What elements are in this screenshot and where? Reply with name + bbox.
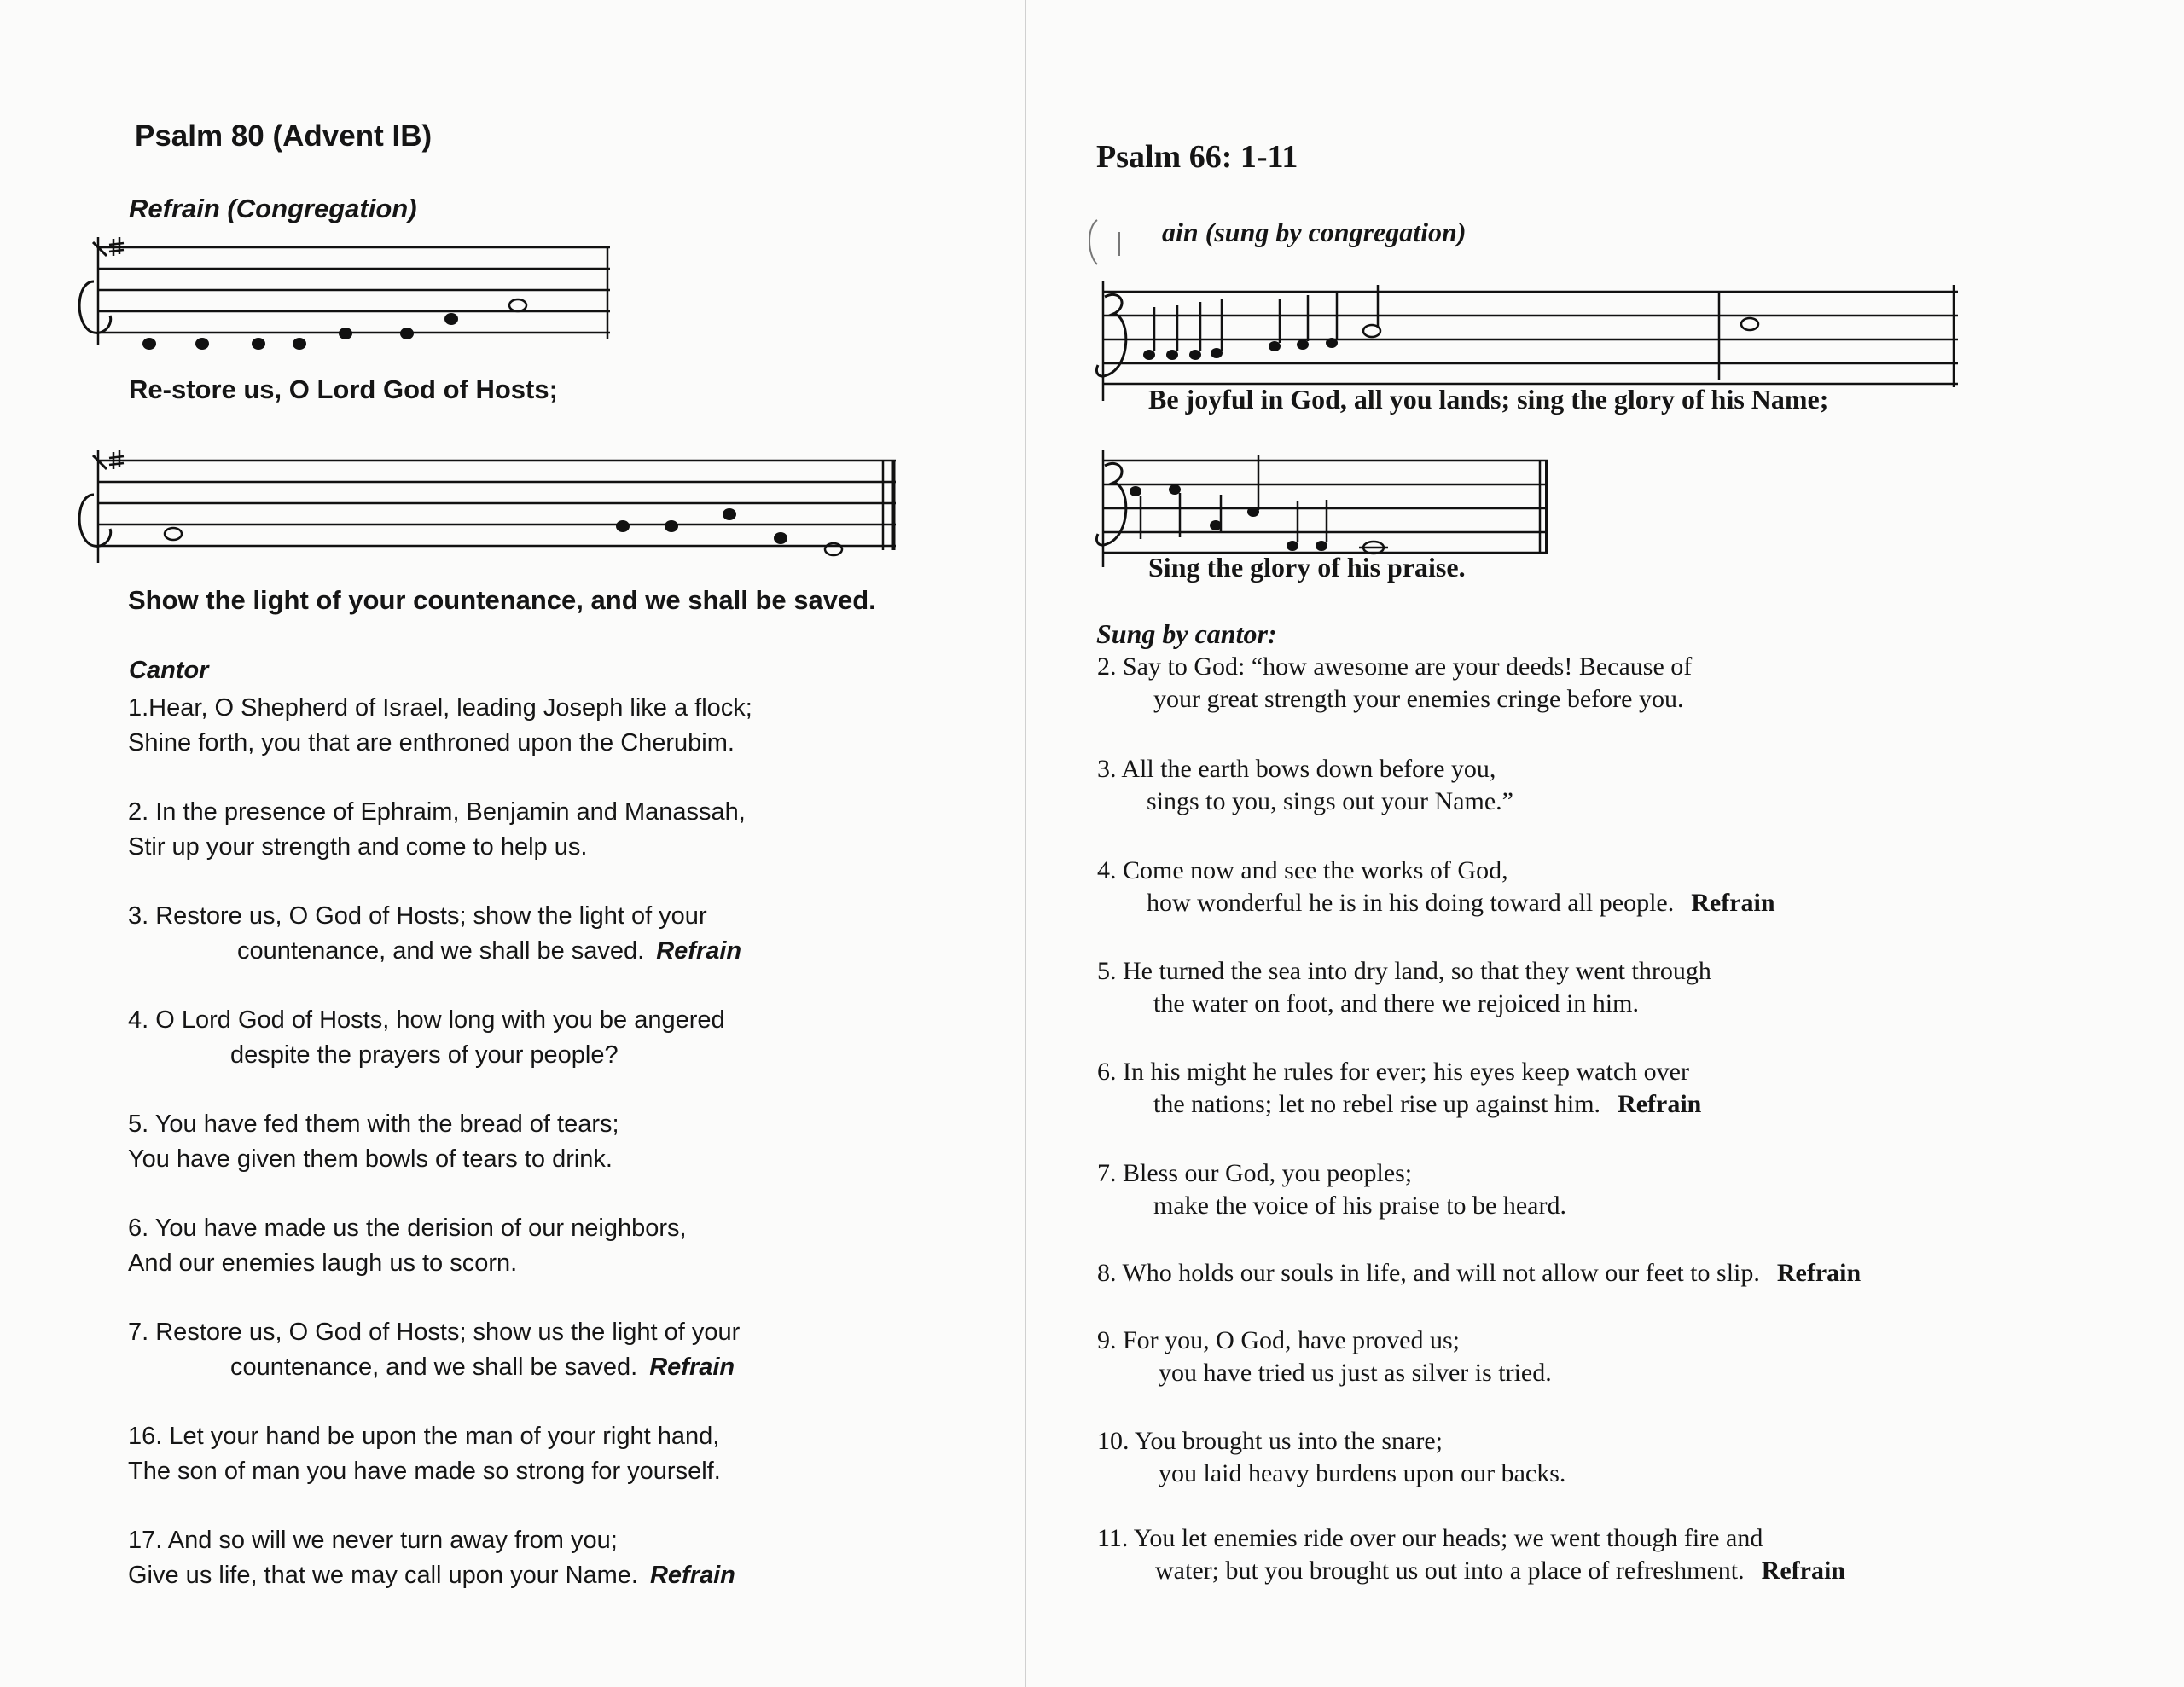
refrain-marker: Refrain xyxy=(1618,1090,1702,1118)
verse-line: 3. Restore us, O God of Hosts; show the light of your xyxy=(128,902,707,930)
verse-8 xyxy=(1097,1257,1861,1290)
verse-line: 2. In the presence of Ephraim, Benjamin and Manassah, xyxy=(128,798,746,826)
verse-6 xyxy=(128,1211,687,1281)
refrain-staff-1 xyxy=(73,230,619,358)
page-title: Psalm 80 (Advent IB) xyxy=(135,119,433,153)
verse-16 xyxy=(128,1419,721,1489)
verse-line: 8. Who holds our souls in life, and will not allow our feet to slip. Refrain xyxy=(1097,1259,1862,1287)
verse-10 xyxy=(1097,1425,1565,1490)
verse-2 xyxy=(1097,651,1692,716)
verse-line: 16. Let your hand be upon the man of your right hand, xyxy=(128,1423,720,1450)
refrain-marker: Refrain xyxy=(656,937,742,965)
refrain-staff-2 xyxy=(73,443,909,571)
verse-line: how wonderful he is in his doing toward all people. Refrain xyxy=(1147,889,1775,917)
verse-line: 4. O Lord God of Hosts, how long with you be angered xyxy=(128,1006,725,1034)
verse-5 xyxy=(1097,955,1711,1020)
verse-7 xyxy=(1097,1157,1566,1222)
verse-line: 2. Say to God: “how awesome are your deeds! Because of xyxy=(1097,652,1693,681)
verse-1 xyxy=(128,691,752,761)
verse-line: 17. And so will we never turn away from you; xyxy=(128,1527,618,1554)
refrain-marker: Refrain xyxy=(1691,889,1775,917)
verse-2 xyxy=(128,795,746,865)
verse-line: Give us life, that we may call upon your Name. Refrain xyxy=(128,1562,735,1589)
page-title: Psalm 66: 1-11 xyxy=(1096,139,1298,175)
verse-line: 4. Come now and see the works of God, xyxy=(1097,856,1508,884)
refrain-marker: Refrain xyxy=(649,1562,735,1589)
verse-line: Shine forth, you that are enthroned upon the Cherubim. xyxy=(128,729,735,757)
verse-line: water; but you brought us out into a place of refreshment. Refrain xyxy=(1155,1557,1845,1585)
verse-9 xyxy=(1097,1325,1552,1389)
verse-line: 7. Restore us, O God of Hosts; show us the light of your xyxy=(128,1319,741,1346)
refrain-marker: Refrain xyxy=(1761,1557,1845,1585)
punch-hole-mark xyxy=(1085,213,1128,273)
verse-line: 1.Hear, O Shepherd of Israel, leading Joseph like a flock; xyxy=(128,694,752,722)
verse-line: 11. You let enemies ride over our heads; we went though fire and xyxy=(1097,1524,1763,1552)
verse-line: sings to you, sings out your Name.” xyxy=(1147,787,1513,815)
verse-3 xyxy=(1097,753,1513,818)
verse-line: 6. You have made us the derision of our neighbors, xyxy=(128,1215,687,1242)
verse-line: You have given them bowls of tears to drink. xyxy=(128,1145,613,1173)
refrain-lyric-2: Sing the glory of his praise. xyxy=(1148,552,1466,583)
refrain-lyric-1: Be joyful in God, all you lands; sing the glory of his Name; xyxy=(1148,384,1829,415)
verse-line: your great strength your enemies cringe before you. xyxy=(1153,685,1684,713)
verse-7 xyxy=(128,1315,740,1385)
refrain-lyric-2: Show the light of your countenance, and we shall be saved. xyxy=(128,585,876,615)
verse-line: 10. You brought us into the snare; xyxy=(1097,1427,1443,1455)
verse-line: 6. In his might he rules for ever; his eyes keep watch over xyxy=(1097,1058,1689,1086)
verse-17 xyxy=(128,1523,735,1593)
verse-4 xyxy=(128,1003,725,1073)
verse-line: you laid heavy burdens upon our backs. xyxy=(1159,1459,1566,1487)
verse-line: despite the prayers of your people? xyxy=(230,1041,619,1069)
verse-line: you have tried us just as silver is tried. xyxy=(1159,1359,1552,1387)
refrain-marker: Refrain xyxy=(1776,1259,1862,1287)
verse-5 xyxy=(128,1107,619,1177)
verse-line: countenance, and we shall be saved. Refrain xyxy=(230,1354,735,1381)
verse-line: the water on foot, and there we rejoiced in him. xyxy=(1153,989,1639,1017)
verse-line: The son of man you have made so strong for yourself. xyxy=(128,1458,721,1485)
refrain-heading: ain (sung by congregation) xyxy=(1162,217,1467,247)
verse-6 xyxy=(1097,1056,1701,1121)
verse-line: 5. You have fed them with the bread of tears; xyxy=(128,1110,619,1138)
verse-line: the nations; let no rebel rise up against him. Refrain xyxy=(1153,1090,1702,1118)
refrain-marker: Refrain xyxy=(649,1354,735,1381)
verse-3 xyxy=(128,899,741,969)
right-page xyxy=(1024,0,2184,1687)
verse-line: And our enemies laugh us to scorn. xyxy=(128,1249,518,1277)
verse-line: 7. Bless our God, you peoples; xyxy=(1097,1159,1413,1187)
left-page xyxy=(0,0,1024,1687)
cantor-heading: Sung by cantor: xyxy=(1096,618,1277,649)
verse-line: Stir up your strength and come to help us. xyxy=(128,833,588,861)
refrain-heading: Refrain (Congregation) xyxy=(129,194,417,223)
verse-11 xyxy=(1097,1522,1845,1587)
verse-line: 5. He turned the sea into dry land, so that they went through xyxy=(1097,957,1711,985)
verse-line: 9. For you, O God, have proved us; xyxy=(1097,1326,1460,1354)
refrain-lyric-1: Re-store us, O Lord God of Hosts; xyxy=(129,374,558,404)
verse-line: countenance, and we shall be saved. Refrain xyxy=(237,937,742,965)
verse-4 xyxy=(1097,855,1775,919)
verse-line: make the voice of his praise to be heard. xyxy=(1153,1191,1566,1220)
verse-line: 3. All the earth bows down before you, xyxy=(1097,755,1496,783)
cantor-heading: Cantor xyxy=(129,657,209,684)
